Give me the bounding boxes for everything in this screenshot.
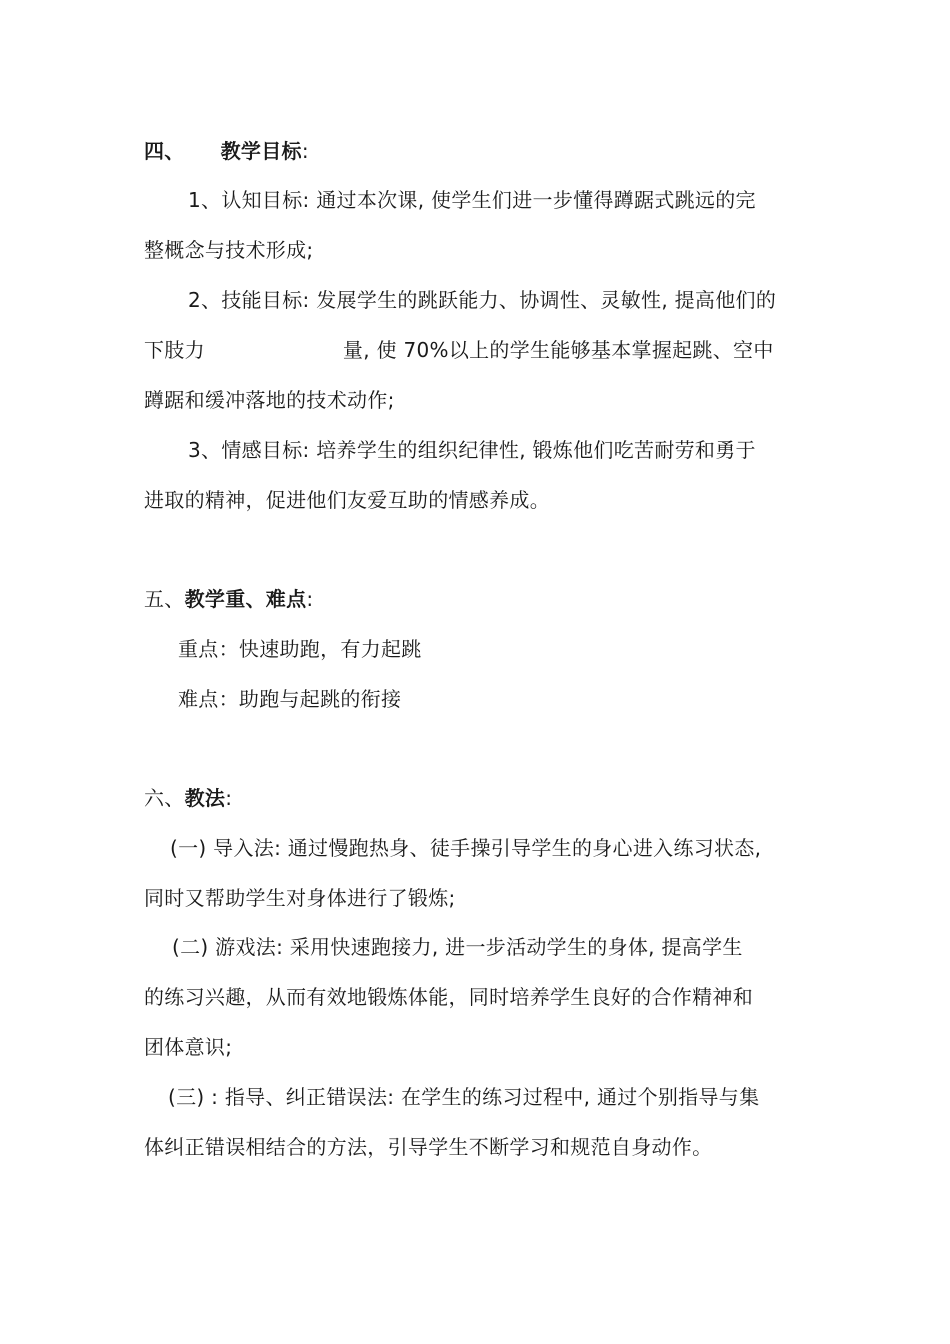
method-intro-line1: (一) 导入法: 通过慢跑热身、徒手操引导学生的身心进入练习状态, <box>170 836 762 860</box>
objective-skill-line1: 2、技能目标: 发展学生的跳跃能力、协调性、灵敏性, 提高他们的 <box>188 288 777 312</box>
section4-heading <box>144 136 309 166</box>
section5-colon: : <box>306 587 314 611</box>
key-point: 重点：快速助跑，有力起跳 <box>178 637 422 661</box>
section6-colon: : <box>225 786 233 810</box>
difficult-point: 难点：助跑与起跳的衔接 <box>178 687 402 711</box>
objective-skill-line2-part2: 量, 使 70%以上的学生能够基本掌握起跳、空中 <box>342 338 774 362</box>
section5-heading <box>144 584 313 614</box>
objective-skill-line3: 蹲踞和缓冲落地的技术动作; <box>144 388 395 412</box>
section5-number: 五、 <box>144 587 185 611</box>
method-game-line2: 的练习兴趣，从而有效地锻炼体能，同时培养学生良好的合作精神和 <box>144 985 753 1009</box>
objective-cognitive-line2: 整概念与技术形成; <box>144 238 314 262</box>
method-game-line3: 团体意识; <box>144 1035 233 1059</box>
objective-skill-line2-part1: 下肢力 <box>144 338 205 362</box>
objective-affective-line2: 进取的精神，促进他们友爱互助的情感养成。 <box>144 488 550 512</box>
method-game-line1: (二) 游戏法: 采用快速跑接力, 进一步活动学生的身体, 提高学生 <box>172 935 743 959</box>
section4-title: 教学目标 <box>220 139 302 163</box>
objective-affective-line1: 3、情感目标: 培养学生的组织纪律性, 锻炼他们吃苦耐劳和勇于 <box>188 438 756 462</box>
objective-cognitive-line1: 1、认知目标: 通过本次课, 使学生们进一步懂得蹲踞式跳远的完 <box>188 188 756 212</box>
section6-number: 六、 <box>144 786 185 810</box>
method-guidance-line2: 体纠正错误相结合的方法，引导学生不断学习和规范自身动作。 <box>144 1135 713 1159</box>
method-guidance-line1: (三) : 指导、纠正错误法: 在学生的练习过程中, 通过个别指导与集 <box>168 1085 760 1109</box>
section6-title: 教法 <box>184 786 226 810</box>
section4-colon: : <box>301 139 309 163</box>
objective-skill-line2 <box>144 335 774 365</box>
section6-heading <box>144 783 232 813</box>
method-intro-line2: 同时又帮助学生对身体进行了锻炼; <box>144 886 456 910</box>
section4-number: 四、 <box>144 139 185 163</box>
section5-title: 教学重、难点 <box>184 587 307 611</box>
